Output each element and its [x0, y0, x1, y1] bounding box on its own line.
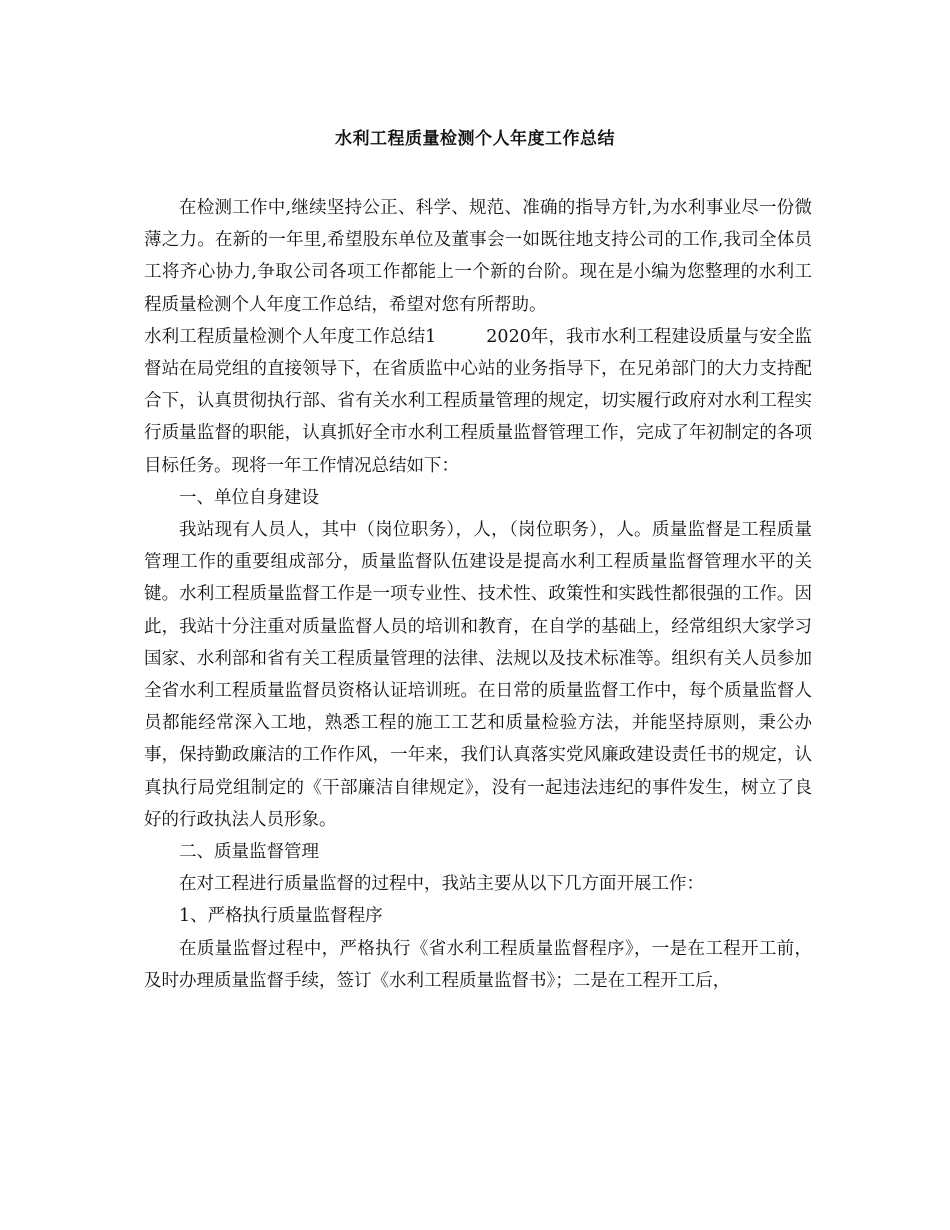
document-title: 水利工程质量检测个人年度工作总结	[335, 129, 615, 149]
quality-supervision-paragraph: 在对工程进行质量监督的过程中，我站主要从以下几方面开展工作：	[179, 874, 704, 895]
section-1-opening: 2020年，我市水利工程建设质量与安全监督站在局党组的直接领导下，在省质监中心站的业务指导下，在兄弟部门的大力支持配合下，认真贯彻执行部、省有关水利工程质量管理的规定，切实履行政府对水利工程实行质量监督的职能，认真抓好全市水利工程质量监督管理工作，完成了年初制定的各项目标任务。现将一年工作情况总结如下：	[144, 326, 812, 476]
document-body	[144, 192, 812, 997]
heading-supervision-procedure: 1、严格执行质量监督程序	[179, 906, 383, 927]
unit-construction-paragraph: 我站现有人员人，其中（岗位职务），人，（岗位职务），人。质量监督是工程质量管理工作的重要组成部分，质量监督队伍建设是提高水利工程质量监督管理水平的关键。水利工程质量监督工作是一项专业性、技术性、政策性和实践性都很强的工作。因此，我站十分注重对质量监督人员的培训和教育，在自学的基础上，经常组织大家学习国家、水利部和省有关工程质量管理的法律、法规以及技术标准等。组织有关人员参加全省水利工程质量监督员资格认证培训班。在日常的质量监督工作中，每个质量监督人员都能经常深入工地，熟悉工程的施工工艺和质量检验方法，并能坚持原则，秉公办事，保持勤政廉洁的工作作风，一年来，我们认真落实党风廉政建设责任书的规定，认真执行局党组制定的《干部廉洁自律规定》，没有一起违法违纪的事件发生，树立了良好的行政执法人员形象。	[144, 520, 812, 830]
intro-paragraph: 在检测工作中,继续坚持公正、科学、规范、准确的指导方针,为水利事业尽一份微薄之力。在新的一年里,希望股东单位及董事会一如既往地支持公司的工作,我司全体员工将齐心协力,争取公司各项工作都能上一个新的台阶。现在是小编为您整理的水利工程质量检测个人年度工作总结，希望对您有所帮助。	[144, 198, 812, 315]
section-1-heading: 水利工程质量检测个人年度工作总结1	[144, 326, 437, 347]
heading-unit-construction: 一、单位自身建设	[179, 487, 319, 508]
heading-quality-supervision: 二、质量监督管理	[179, 842, 319, 863]
supervision-procedure-paragraph: 在质量监督过程中，严格执行《省水利工程质量监督程序》，一是在工程开工前，及时办理质量监督手续，签订《水利工程质量监督书》；二是在工程开工后，	[144, 938, 812, 991]
section-1-paragraph	[144, 321, 812, 482]
